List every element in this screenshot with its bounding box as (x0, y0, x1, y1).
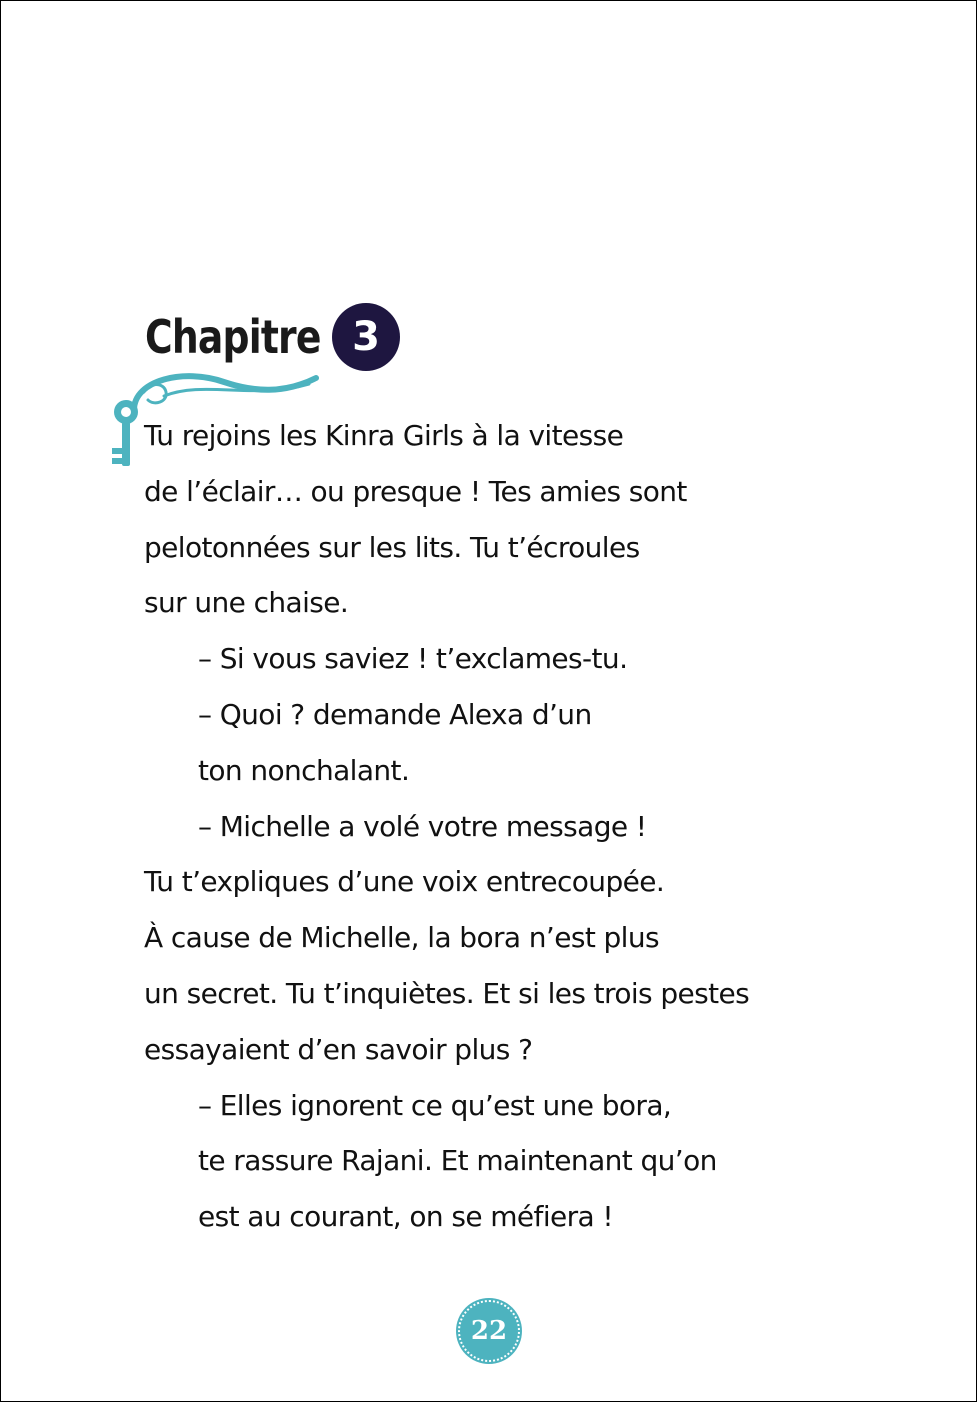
dialogue-line: – Michelle a volé votre message ! (198, 809, 647, 843)
text-line: Tu t’expliques d’une voix entrecoupée. (144, 865, 665, 899)
text-line: pelotonnées sur les lits. Tu t’écroules (144, 530, 640, 564)
page-number-badge: 22 (458, 1300, 520, 1362)
dialogue-line: ton nonchalant. (198, 753, 410, 787)
text-line: À cause de Michelle, la bora n’est plus (144, 921, 659, 955)
text-line: sur une chaise. (144, 586, 349, 620)
chapter-heading (145, 302, 400, 372)
dialogue-line: – Quoi ? demande Alexa d’un (198, 697, 592, 731)
chapter-body (144, 408, 864, 1245)
text-line: un secret. Tu t’inquiètes. Et si les trois pestes (144, 976, 750, 1010)
chapter-number-badge: 3 (332, 303, 400, 371)
text-line: Tu rejoins les Kinra Girls à la vitesse (144, 419, 624, 452)
dialogue-line: te rassure Rajani. Et maintenant qu’on (198, 1144, 717, 1178)
chapter-label: Chapitre (145, 310, 321, 364)
dialogue-line: est au courant, on se méfiera ! (198, 1200, 614, 1234)
dialogue-line: – Si vous saviez ! t’exclames-tu. (198, 642, 628, 676)
dialogue-line: – Elles ignorent ce qu’est une bora, (198, 1088, 672, 1122)
text-line: de l’éclair… ou presque ! Tes amies sont (144, 474, 687, 508)
text-line: essayaient d’en savoir plus ? (144, 1032, 533, 1066)
